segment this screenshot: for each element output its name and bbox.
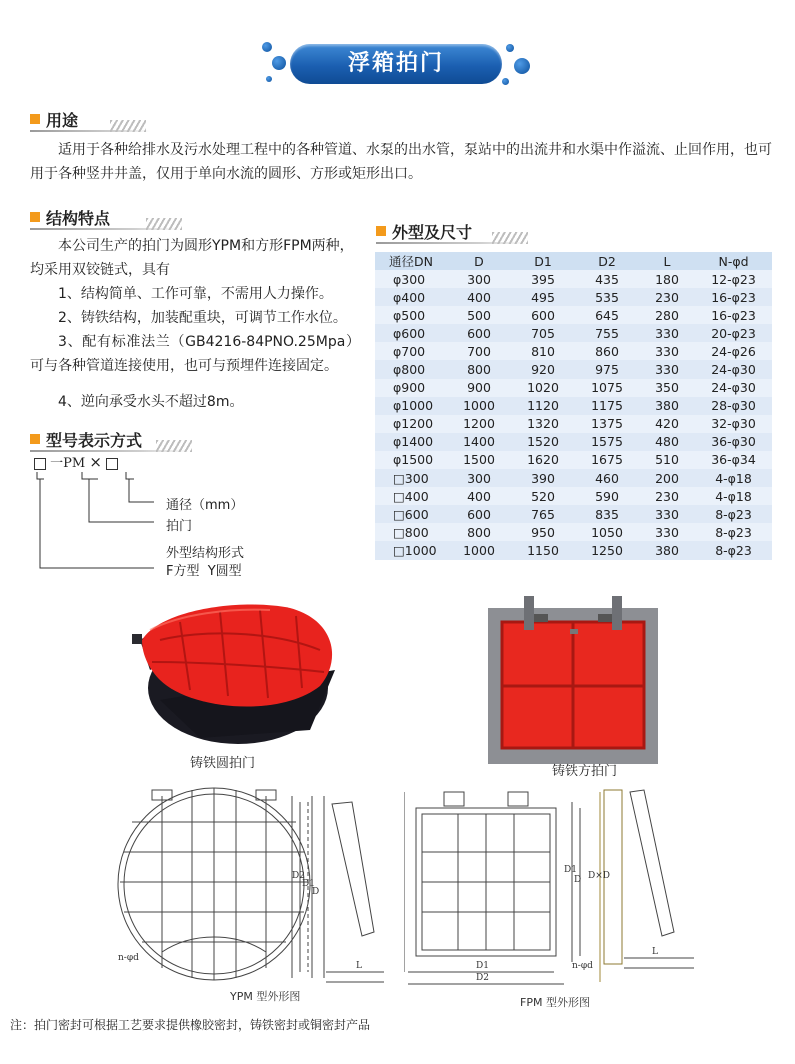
- table-cell: 280: [639, 306, 695, 324]
- label-diameter: 通径（mm）: [166, 498, 244, 513]
- table-cell: 36-φ34: [695, 451, 772, 469]
- fpm-label-nd: n-φd: [572, 961, 593, 971]
- table-cell: 600: [447, 505, 511, 523]
- table-cell: 1375: [575, 415, 639, 433]
- table-cell: 1200: [447, 415, 511, 433]
- table-cell: 1120: [511, 397, 575, 415]
- table-cell: 1520: [511, 433, 575, 451]
- table-cell: □600: [375, 505, 447, 523]
- table-cell: 765: [511, 505, 575, 523]
- table-row: [375, 487, 772, 505]
- fpm-label-d: D: [574, 875, 582, 885]
- table-cell: 300: [447, 469, 511, 487]
- square-door-photo: [488, 596, 658, 764]
- table-cell: φ700: [375, 342, 447, 360]
- decor-dot: [506, 44, 514, 52]
- table-cell: 330: [639, 523, 695, 541]
- table-cell: 400: [447, 288, 511, 306]
- table-cell: 200: [639, 469, 695, 487]
- features-intro: 本公司生产的拍门为圆形YPM和方形FPM两种，均采用双铰链式，具有: [30, 238, 354, 278]
- table-cell: 700: [447, 342, 511, 360]
- table-cell: 1150: [511, 541, 575, 559]
- decor-dot: [266, 76, 272, 82]
- decor-dot: [262, 42, 272, 52]
- fpm-label-l: L: [652, 947, 658, 957]
- table-cell: 395: [511, 270, 575, 288]
- feature-item-3: 3、配有标准法兰（GB4216-84PNO.25Mpa）可与各种管道连接使用，也可与预埋件连接固定。: [30, 334, 360, 374]
- table-cell: 510: [639, 451, 695, 469]
- label-types: F方型 Y圆型: [166, 564, 242, 579]
- table-cell: 4-φ18: [695, 469, 772, 487]
- ypm-label-d2: D2: [292, 871, 305, 881]
- decor-dot: [514, 58, 530, 74]
- table-cell: 1320: [511, 415, 575, 433]
- table-row: [375, 360, 772, 378]
- table-cell: 300: [447, 270, 511, 288]
- table-cell: 835: [575, 505, 639, 523]
- table-row: [375, 288, 772, 306]
- table-row: [375, 523, 772, 541]
- table-cell: 24-φ26: [695, 342, 772, 360]
- table-cell: 860: [575, 342, 639, 360]
- table-cell: 480: [639, 433, 695, 451]
- ypm-label-nd: n-φd: [118, 953, 139, 963]
- table-cell: 1400: [447, 433, 511, 451]
- table-cell: 24-φ30: [695, 379, 772, 397]
- fpm-label-d2: D2: [476, 973, 489, 983]
- table-cell: 600: [447, 324, 511, 342]
- table-cell: 230: [639, 487, 695, 505]
- table-cell: 330: [639, 360, 695, 378]
- table-cell: 1000: [447, 397, 511, 415]
- table-cell: 350: [639, 379, 695, 397]
- table-cell: 330: [639, 324, 695, 342]
- table-cell: 390: [511, 469, 575, 487]
- table-row: [375, 415, 772, 433]
- table-row: [375, 433, 772, 451]
- fpm-label-d1: D1: [476, 961, 489, 971]
- table-cell: 380: [639, 541, 695, 559]
- table-cell: 1620: [511, 451, 575, 469]
- usage-heading: 用途: [30, 108, 230, 130]
- table-row: [375, 451, 772, 469]
- fpm-label-dxd: D×D: [588, 871, 610, 881]
- table-cell: 24-φ30: [695, 360, 772, 378]
- table-cell: 535: [575, 288, 639, 306]
- table-row: [375, 324, 772, 342]
- label-shape: 外型结构形式: [166, 546, 245, 561]
- table-cell: 950: [511, 523, 575, 541]
- table-cell: □300: [375, 469, 447, 487]
- ypm-caption: YPM 型外形图: [230, 990, 301, 1003]
- table-cell: 1075: [575, 379, 639, 397]
- table-row: [375, 306, 772, 324]
- table-header-row: [375, 252, 772, 270]
- table-cell: 8-φ23: [695, 541, 772, 559]
- ypm-drawing: [112, 782, 392, 990]
- table-cell: φ1400: [375, 433, 447, 451]
- table-cell: 1250: [575, 541, 639, 559]
- table-cell: 600: [511, 306, 575, 324]
- table-cell: 8-φ23: [695, 505, 772, 523]
- table-cell: 975: [575, 360, 639, 378]
- round-door-photo: [120, 600, 350, 750]
- table-cell: φ400: [375, 288, 447, 306]
- title-banner: [260, 34, 536, 92]
- feature-item-2: 2、铸铁结构，加装配重块，可调节工作水位。: [58, 310, 347, 326]
- column-header: D2: [575, 252, 639, 270]
- table-cell: 1675: [575, 451, 639, 469]
- table-cell: φ600: [375, 324, 447, 342]
- table-cell: 500: [447, 306, 511, 324]
- table-row: [375, 379, 772, 397]
- dimensions-heading: 外型及尺寸: [376, 220, 576, 242]
- table-cell: 36-φ30: [695, 433, 772, 451]
- table-cell: 420: [639, 415, 695, 433]
- table-cell: 180: [639, 270, 695, 288]
- table-row: [375, 469, 772, 487]
- table-cell: φ500: [375, 306, 447, 324]
- table-cell: φ1000: [375, 397, 447, 415]
- table-cell: 810: [511, 342, 575, 360]
- footnote: 注：拍门密封可根据工艺要求提供橡胶密封，铸铁密封或铜密封产品: [10, 1018, 371, 1032]
- table-cell: 755: [575, 324, 639, 342]
- table-cell: 800: [447, 360, 511, 378]
- table-row: [375, 505, 772, 523]
- table-cell: 800: [447, 523, 511, 541]
- dimensions-table: [375, 252, 772, 560]
- model-connector-lines: [34, 452, 294, 582]
- table-cell: 645: [575, 306, 639, 324]
- bullet-square-icon: [376, 226, 386, 236]
- table-row: [375, 342, 772, 360]
- fpm-caption: FPM 型外形图: [520, 996, 590, 1009]
- column-header: D1: [511, 252, 575, 270]
- table-row: [375, 270, 772, 288]
- table-cell: 1575: [575, 433, 639, 451]
- bullet-square-icon: [30, 114, 40, 124]
- table-cell: □400: [375, 487, 447, 505]
- usage-text: 适用于各种给排水及污水处理工程中的各种管道、水泵的出水管，泵站中的出流井和水渠中作溢流、止回作用，也可用于各种竖井井盖，仅用于单向水流的圆形、方形或矩形出口。: [30, 142, 772, 182]
- decor-dot: [502, 78, 509, 85]
- table-cell: 460: [575, 469, 639, 487]
- column-header: L: [639, 252, 695, 270]
- table-cell: 380: [639, 397, 695, 415]
- round-door-caption: 铸铁圆拍门: [190, 756, 256, 771]
- table-cell: φ1500: [375, 451, 447, 469]
- table-cell: □800: [375, 523, 447, 541]
- table-cell: 230: [639, 288, 695, 306]
- table-cell: 1050: [575, 523, 639, 541]
- table-cell: 400: [447, 487, 511, 505]
- table-cell: 16-φ23: [695, 288, 772, 306]
- table-cell: 12-φ23: [695, 270, 772, 288]
- table-cell: □1000: [375, 541, 447, 559]
- table-cell: 435: [575, 270, 639, 288]
- model-diagram: [34, 452, 294, 582]
- bullet-square-icon: [30, 212, 40, 222]
- features-heading: 结构特点: [30, 206, 230, 228]
- page-title: 浮箱拍门: [290, 44, 502, 84]
- table-cell: 1500: [447, 451, 511, 469]
- table-cell: 330: [639, 342, 695, 360]
- feature-item-1: 1、结构简单、工作可靠，不需用人力操作。: [58, 286, 333, 302]
- ypm-label-d1: D1: [302, 879, 315, 889]
- table-cell: 20-φ23: [695, 324, 772, 342]
- table-cell: 900: [447, 379, 511, 397]
- decor-dot: [272, 56, 286, 70]
- column-header: 通径DN: [375, 252, 447, 270]
- label-door: 拍门: [166, 519, 193, 534]
- table-cell: φ1200: [375, 415, 447, 433]
- column-header: D: [447, 252, 511, 270]
- table-cell: φ900: [375, 379, 447, 397]
- table-cell: 1000: [447, 541, 511, 559]
- table-cell: 28-φ30: [695, 397, 772, 415]
- table-cell: 495: [511, 288, 575, 306]
- table-cell: 520: [511, 487, 575, 505]
- table-cell: 1175: [575, 397, 639, 415]
- table-cell: 32-φ30: [695, 415, 772, 433]
- table-cell: 920: [511, 360, 575, 378]
- model-code: 一PM ×: [34, 452, 118, 471]
- column-header: N-φd: [695, 252, 772, 270]
- ypm-label-d: D: [312, 887, 320, 897]
- bullet-square-icon: [30, 434, 40, 444]
- square-door-caption: 铸铁方拍门: [552, 764, 618, 779]
- table-cell: 705: [511, 324, 575, 342]
- table-cell: φ800: [375, 360, 447, 378]
- table-cell: 590: [575, 487, 639, 505]
- fpm-label-d1-side: D1: [564, 865, 577, 875]
- table-cell: 16-φ23: [695, 306, 772, 324]
- table-cell: 1020: [511, 379, 575, 397]
- feature-item-4: 4、逆向承受水头不超过8m。: [58, 394, 244, 410]
- fpm-drawing: [404, 782, 704, 992]
- table-row: [375, 397, 772, 415]
- table-cell: 8-φ23: [695, 523, 772, 541]
- table-cell: 330: [639, 505, 695, 523]
- table-cell: φ300: [375, 270, 447, 288]
- model-heading: 型号表示方式: [30, 428, 230, 450]
- table-row: [375, 541, 772, 559]
- table-cell: 4-φ18: [695, 487, 772, 505]
- ypm-label-l: L: [356, 961, 362, 971]
